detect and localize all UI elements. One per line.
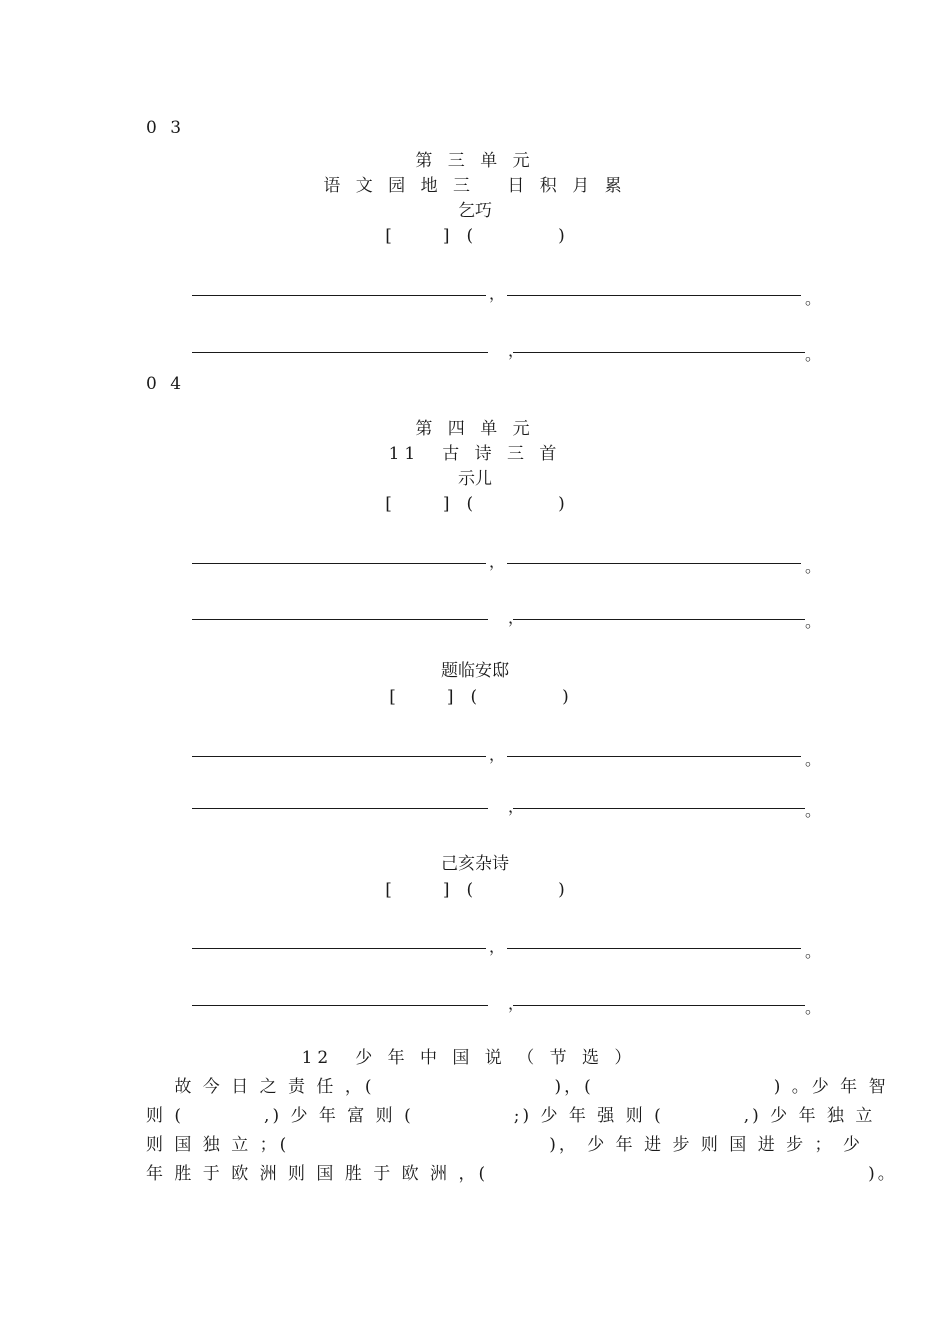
period-mark: 。 — [805, 612, 822, 631]
blank-line[interactable] — [192, 948, 486, 949]
comma-mark: ， — [489, 552, 506, 571]
blank-line[interactable] — [507, 948, 801, 949]
blank-line[interactable] — [192, 756, 486, 757]
period-mark: 。 — [805, 345, 822, 364]
blank-line[interactable] — [513, 808, 805, 809]
period-mark: 。 — [805, 557, 822, 576]
lesson-heading: 语 文 园 地 三 日 积 月 累 — [323, 176, 627, 196]
comma-mark: ， — [508, 341, 525, 360]
poem-title: 己亥杂诗 — [441, 854, 509, 874]
blank-line[interactable] — [507, 295, 801, 296]
comma-mark: ， — [489, 937, 506, 956]
poem-title: 示儿 — [458, 469, 492, 489]
unit-heading: 第 四 单 元 — [415, 419, 535, 439]
passage-line: 年 胜 于 欧 洲 则 国 胜 于 欧 洲 ，( )。 — [146, 1164, 898, 1184]
blank-line[interactable] — [513, 619, 805, 620]
blank-line[interactable] — [192, 563, 486, 564]
lesson-heading: 11 古 诗 三 首 — [388, 444, 562, 464]
poem-title: 题临安邸 — [441, 661, 509, 681]
period-mark: 。 — [805, 998, 822, 1017]
unit-heading: 第 三 单 元 — [415, 151, 535, 171]
passage-title: 12 少 年 中 国 说 （ 节 选 ） — [301, 1048, 637, 1068]
period-mark: 。 — [805, 750, 822, 769]
blank-line[interactable] — [192, 619, 488, 620]
blank-line[interactable] — [192, 1005, 488, 1006]
blank-line[interactable] — [513, 352, 805, 353]
blank-line[interactable] — [507, 563, 801, 564]
section-number: 0 3 — [146, 118, 186, 138]
poem-dynasty-author: [ ] ( ) — [385, 880, 565, 900]
poem-title: 乞巧 — [458, 201, 492, 221]
blank-line[interactable] — [513, 1005, 805, 1006]
passage-line: 故 今 日 之 责 任 ，( )，( ) 。少 年 智 — [146, 1077, 889, 1097]
passage-line: 则 ( ,) 少 年 富 则 ( ;) 少 年 强 则 ( ,) 少 年 独 立 — [146, 1106, 876, 1126]
poem-dynasty-author: [ ] ( ) — [385, 494, 565, 514]
blank-line[interactable] — [192, 808, 488, 809]
poem-dynasty-author: [ ] ( ) — [389, 687, 569, 707]
period-mark: 。 — [805, 289, 822, 308]
passage-line: 则 国 独 立 ；( )， 少 年 进 步 则 国 进 步 ； 少 — [146, 1135, 863, 1155]
blank-line[interactable] — [192, 352, 488, 353]
comma-mark: ， — [489, 284, 506, 303]
comma-mark: ， — [508, 797, 525, 816]
poem-dynasty-author: [ ] ( ) — [385, 226, 565, 246]
comma-mark: ， — [489, 745, 506, 764]
blank-line[interactable] — [192, 295, 486, 296]
period-mark: 。 — [805, 801, 822, 820]
blank-line[interactable] — [507, 756, 801, 757]
comma-mark: ， — [508, 994, 525, 1013]
comma-mark: ， — [508, 608, 525, 627]
period-mark: 。 — [805, 942, 822, 961]
section-number: 0 4 — [146, 374, 186, 394]
